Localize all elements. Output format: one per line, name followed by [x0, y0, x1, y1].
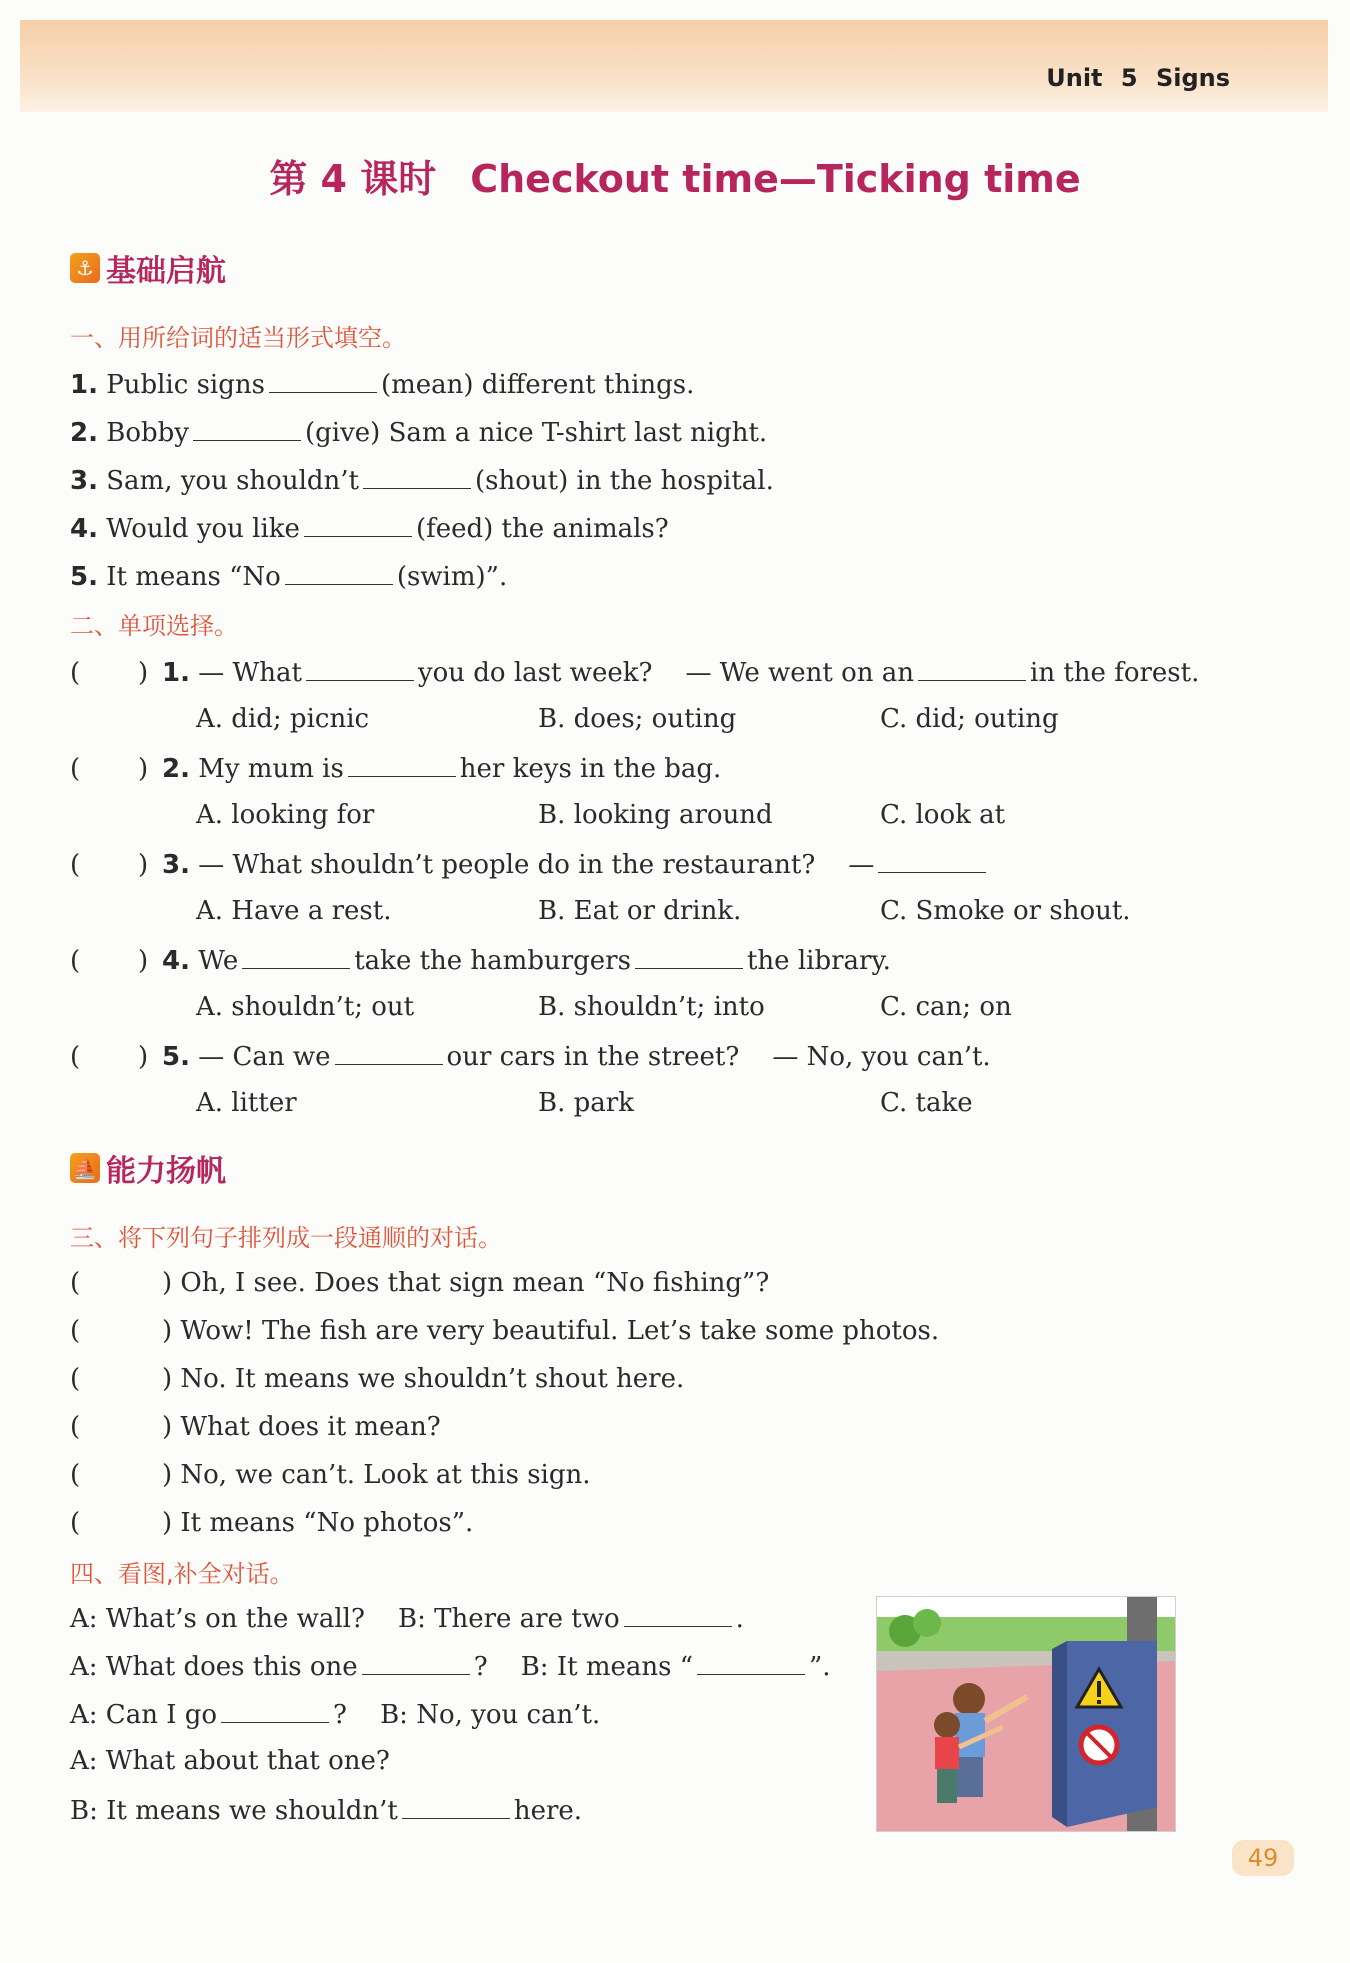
- option-b: B. shouldn’t; into: [538, 992, 765, 1022]
- answer-paren[interactable]: (: [70, 1316, 81, 1346]
- part1-heading: 一、用所给词的适当形式填空。: [70, 324, 406, 352]
- option-a: A. did; picnic: [196, 704, 370, 734]
- answer-blank[interactable]: [269, 366, 377, 393]
- answer-blank[interactable]: [242, 942, 350, 969]
- option-b: B. park: [538, 1088, 634, 1118]
- page-number: 49: [1232, 1840, 1294, 1876]
- option-a: A. Have a rest.: [196, 896, 392, 926]
- dialog-line-2: A: What does this one ? B: It means “ ”.: [70, 1648, 831, 1684]
- option-b: B. Eat or drink.: [538, 896, 742, 926]
- dialog-line-5: B: It means we shouldn’t here.: [70, 1792, 582, 1828]
- answer-paren[interactable]: ( ): [70, 658, 149, 688]
- section-ability-label: 能力扬帆: [106, 1154, 226, 1189]
- option-c: C. did; outing: [880, 704, 1059, 734]
- part3-heading: 三、将下列句子排列成一段通顺的对话。: [70, 1224, 502, 1252]
- section-ability: [70, 1148, 226, 1188]
- mcq-3: ( ) 3. — What shouldn’t people do in the restaurant? —: [70, 846, 990, 882]
- answer-blank[interactable]: [285, 558, 393, 585]
- answer-paren[interactable]: ( ): [70, 946, 149, 976]
- order-line-4: ( ) What does it mean?: [70, 1412, 441, 1442]
- fill-item-2: 2. Bobby (give) Sam a nice T-shirt last night.: [70, 414, 767, 450]
- lesson-name: Checkout time—Ticking time: [470, 157, 1081, 201]
- dialog-line-4: A: What about that one?: [70, 1746, 390, 1776]
- order-line-5: ( ) No, we can’t. Look at this sign.: [70, 1460, 591, 1490]
- dialog-line-3: A: Can I go ? B: No, you can’t.: [70, 1696, 600, 1732]
- answer-blank[interactable]: [306, 654, 414, 681]
- option-c: C. Smoke or shout.: [880, 896, 1131, 926]
- answer-paren[interactable]: (: [70, 1460, 81, 1490]
- mcq-2: ( ) 2. My mum is her keys in the bag.: [70, 750, 721, 786]
- answer-blank[interactable]: [193, 414, 301, 441]
- answer-blank[interactable]: [348, 750, 456, 777]
- part2-heading: 二、单项选择。: [70, 612, 238, 640]
- lesson-number: 第 4 课时: [269, 157, 437, 201]
- unit-topic: Signs: [1155, 64, 1230, 92]
- option-c: C. look at: [880, 800, 1006, 830]
- answer-paren[interactable]: (: [70, 1412, 81, 1442]
- answer-blank[interactable]: [362, 1648, 470, 1675]
- mcq-5: ( ) 5. — Can we our cars in the street? — No, you can’t.: [70, 1038, 991, 1074]
- answer-paren[interactable]: (: [70, 1508, 81, 1538]
- sail-icon: ⛵: [70, 1153, 100, 1183]
- part4-heading: 四、看图,补全对话。: [70, 1560, 294, 1588]
- anchor-icon: ⚓: [70, 253, 100, 283]
- fill-item-5: 5. It means “No (swim)”.: [70, 558, 507, 594]
- answer-paren[interactable]: ( ): [70, 754, 149, 784]
- section-basic: [70, 248, 226, 288]
- option-b: B. looking around: [538, 800, 773, 830]
- answer-paren[interactable]: ( ): [70, 1042, 149, 1072]
- answer-blank[interactable]: [335, 1038, 443, 1065]
- answer-blank[interactable]: [363, 462, 471, 489]
- answer-blank[interactable]: [918, 654, 1026, 681]
- sign-illustration: [876, 1596, 1176, 1832]
- lesson-title: [0, 148, 1350, 203]
- answer-blank[interactable]: [304, 510, 412, 537]
- option-b: B. does; outing: [538, 704, 737, 734]
- fill-item-4: 4. Would you like (feed) the animals?: [70, 510, 669, 546]
- answer-blank[interactable]: [624, 1600, 732, 1627]
- unit-header: [1046, 64, 1230, 92]
- option-a: A. shouldn’t; out: [196, 992, 415, 1022]
- option-a: A. litter: [196, 1088, 297, 1118]
- answer-paren[interactable]: (: [70, 1268, 81, 1298]
- dialog-line-1: A: What’s on the wall? B: There are two .: [70, 1600, 744, 1636]
- answer-paren[interactable]: (: [70, 1364, 81, 1394]
- section-basic-label: 基础启航: [106, 254, 226, 289]
- answer-blank[interactable]: [221, 1696, 329, 1723]
- mcq-4: ( ) 4. We take the hamburgers the library.: [70, 942, 891, 978]
- unit-label: Unit 5: [1046, 64, 1138, 92]
- answer-paren[interactable]: ( ): [70, 850, 149, 880]
- option-a: A. looking for: [196, 800, 375, 830]
- answer-blank[interactable]: [878, 846, 986, 873]
- order-line-2: ( ) Wow! The fish are very beautiful. Let’s take some photos.: [70, 1316, 940, 1346]
- option-c: C. take: [880, 1088, 973, 1118]
- order-line-3: ( ) No. It means we shouldn’t shout here.: [70, 1364, 685, 1394]
- mcq-1: ( ) 1. — What you do last week? — We went on an in the forest.: [70, 654, 1199, 690]
- order-line-6: ( ) It means “No photos”.: [70, 1508, 474, 1538]
- order-line-1: ( ) Oh, I see. Does that sign mean “No fishing”?: [70, 1268, 770, 1298]
- option-c: C. can; on: [880, 992, 1012, 1022]
- fill-item-3: 3. Sam, you shouldn’t (shout) in the hospital.: [70, 462, 774, 498]
- answer-blank[interactable]: [635, 942, 743, 969]
- answer-blank[interactable]: [402, 1792, 510, 1819]
- fill-item-1: 1. Public signs (mean) different things.: [70, 366, 694, 402]
- answer-blank[interactable]: [697, 1648, 805, 1675]
